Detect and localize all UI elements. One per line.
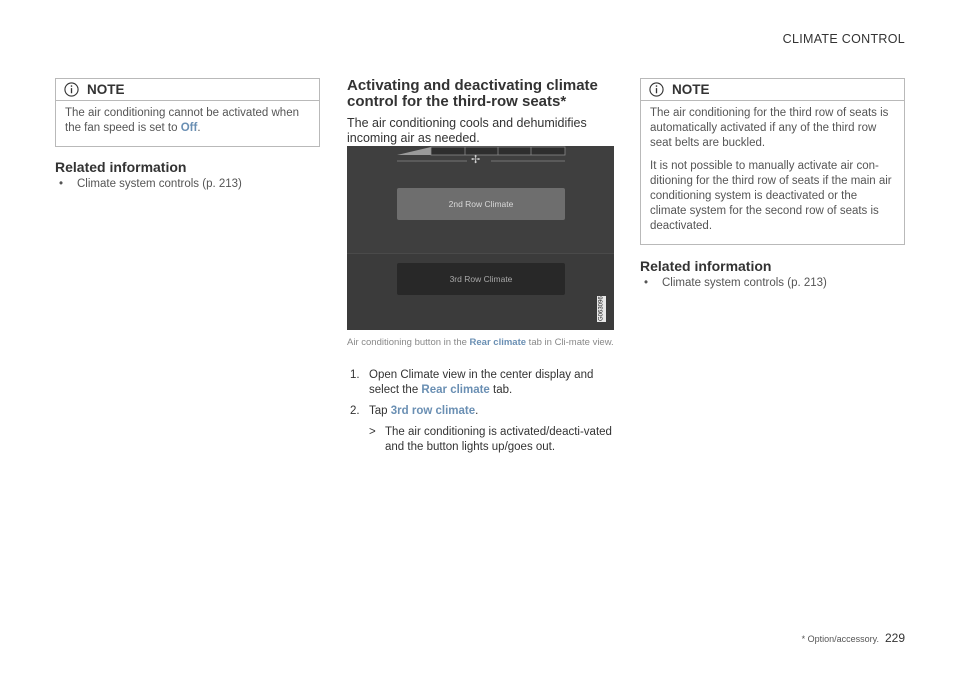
fan-level-line xyxy=(347,153,614,173)
caption-highlight: Rear climate xyxy=(469,337,527,348)
note-header xyxy=(56,78,319,101)
list-item xyxy=(55,177,320,192)
article-title: Activating and deactivating climate control for the third-row seats* xyxy=(347,77,598,110)
step-list xyxy=(347,368,615,455)
image-code-label: G063096 xyxy=(598,296,605,322)
page-footer xyxy=(802,631,905,645)
right-column xyxy=(640,78,905,291)
bullet-icon: • xyxy=(644,277,649,289)
middle-column xyxy=(347,78,615,146)
fan-icon: ✢ xyxy=(471,154,481,166)
note-box xyxy=(640,78,905,245)
note-body xyxy=(56,101,319,146)
info-icon xyxy=(649,82,664,97)
left-column xyxy=(55,78,320,192)
2nd-row-climate-button[interactable]: 2nd Row Climate xyxy=(397,188,565,220)
info-icon xyxy=(64,82,79,97)
step-item xyxy=(347,368,615,398)
note-text-end: . xyxy=(197,122,201,134)
step-number: 2. xyxy=(350,405,360,417)
caption-text-end: tab in Cli-mate view. xyxy=(526,337,614,348)
step-text: Open Climate view in the center display and select the Rear climate tab. xyxy=(369,369,594,396)
step-result xyxy=(369,425,615,455)
note-header xyxy=(641,78,904,101)
note-paragraph: It is not possible to manually activate air con-ditioning for the third row of seats if the main air conditioning system is deactivated or the climate system for the second row of seats is deactivated. xyxy=(650,160,892,232)
climate-screen-image xyxy=(347,146,614,330)
image-caption xyxy=(347,337,615,349)
related-info xyxy=(640,258,905,291)
related-info xyxy=(55,159,320,192)
step-item xyxy=(347,404,615,419)
3rd-row-climate-label: 3rd row climate xyxy=(390,405,476,417)
note-title: NOTE xyxy=(672,82,710,97)
note-text: The air conditioning cannot be activated when the fan speed is set to xyxy=(65,107,299,134)
bullet-icon: • xyxy=(59,178,64,190)
related-info-title: Related information xyxy=(640,258,772,274)
related-link[interactable]: Climate system controls (p. 213) xyxy=(662,277,827,289)
screen-divider xyxy=(347,253,614,254)
related-info-title: Related information xyxy=(55,159,187,175)
result-text: The air conditioning is activated/deacti-vated and the button lights up/goes out. xyxy=(385,426,612,453)
article-intro: The air conditioning cools and dehumidifies incoming air as needed. xyxy=(347,116,587,145)
note-paragraph: The air conditioning for the third row of seats is automatically activated if any of the third row seat belts are buckled. xyxy=(650,107,889,149)
rear-climate-label: Rear climate xyxy=(421,384,490,396)
caption-text: Air conditioning button in the xyxy=(347,337,470,348)
result-arrow: > xyxy=(369,426,376,438)
page-number: 229 xyxy=(884,631,905,645)
note-box xyxy=(55,78,320,147)
list-item xyxy=(640,276,905,291)
step-number: 1. xyxy=(350,369,360,381)
3rd-row-climate-button[interactable]: 3rd Row Climate xyxy=(397,263,565,295)
footnote: * Option/accessory. xyxy=(801,634,879,644)
step-text: Tap 3rd row climate. xyxy=(369,405,479,417)
note-title: NOTE xyxy=(87,82,125,97)
page-header-title: CLIMATE CONTROL xyxy=(782,32,905,46)
related-link[interactable]: Climate system controls (p. 213) xyxy=(77,178,242,190)
off-label: Off xyxy=(180,122,198,134)
note-body xyxy=(641,101,904,244)
